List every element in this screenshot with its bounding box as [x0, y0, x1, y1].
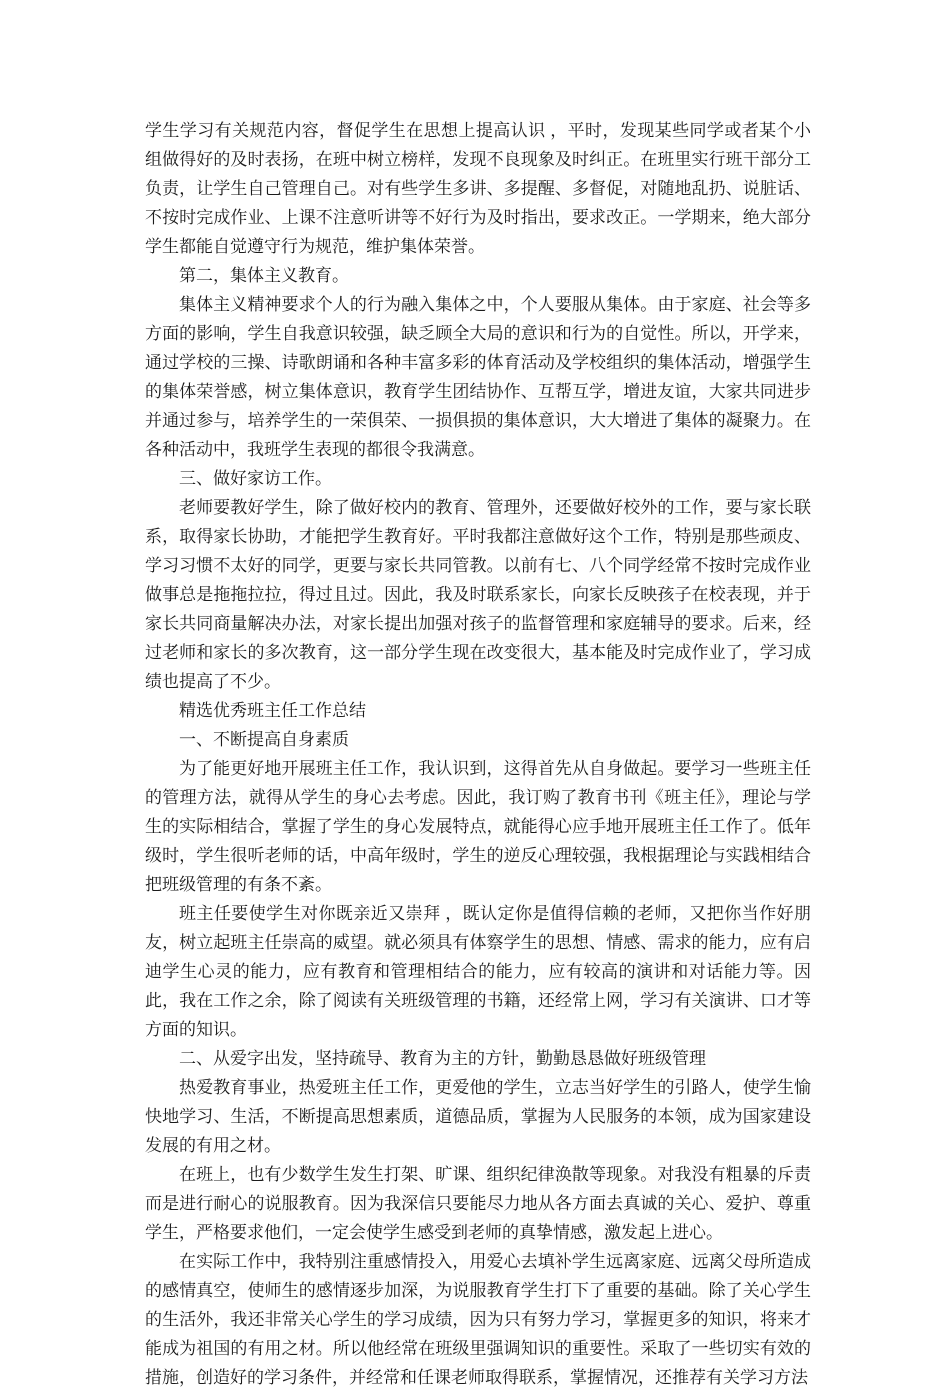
paragraph: 热爱教育事业，热爱班主任工作，更爱他的学生，立志当好学生的引路人，使学生愉快地学习、生活，不断提高思想素质，道德品质，掌握为人民服务的本领，成为国家建设发展的有用之材。: [145, 1078, 811, 1155]
paragraph: 二、从爱字出发，坚持疏导、教育为主的方针，勤勤恳恳做好班级管理: [179, 1049, 706, 1068]
paragraph: 老师要教好学生，除了做好校内的教育、管理外，还要做好校外的工作，要与家长联系，取得家长协助，才能把学生教育好。平时我都注意做好这个工作，特别是那些顽皮、学习习惯不太好的同学，更要与家长共同管教。以前有七、八个同学经常不按时完成作业做事总是拖拖拉拉，得过且过。因此，我及时联系家长，向家长反映孩子在校表现，并于家长共同商量解决办法，对家长提出加强对孩子的监督管理和家庭辅导的要求。后来，经过老师和家长的多次教育，这一部分学生现在改变很大，基本能及时完成作业了，学习成绩也提高了不少。: [145, 498, 811, 691]
paragraph: 精选优秀班主任工作总结: [179, 701, 366, 720]
paragraph: 班主任要使学生对你既亲近又崇拜 ，既认定你是值得信赖的老师，又把你当作好朋友，树立起班主任崇高的威望。就必须具有体察学生的思想、情感、需求的能力，应有启迪学生心灵的能力，应有教育和管理相结合的能力，应有较高的演讲和对话能力等。因此，我在工作之余，除了阅读有关班级管理的书籍，还经常上网，学习有关演讲、口才等方面的知识。: [145, 904, 811, 1039]
paragraph: 三、做好家访工作。: [179, 469, 332, 488]
paragraph: 第二，集体主义教育。: [179, 266, 349, 285]
paragraph: 一、不断提高自身素质: [179, 730, 349, 749]
document-text-block: [145, 116, 811, 1392]
paragraph: 在实际工作中，我特别注重感情投入，用爱心去填补学生远离家庭、远离父母所造成的感情真空，使师生的感情逐步加深，为说服教育学生打下了重要的基础。除了关心学生的生活外，我还非常关心学生的学习成绩，因为只有努力学习，掌握更多的知识，将来才能成为祖国的有用之材。所以他经常在班级里强调知识的重要性。采取了一些切实有效的措施，创造好的学习条件，并经常和任课老师取得联系，掌握情况，还推荐有关学习方法: [145, 1252, 811, 1387]
paragraph: 学生学习有关规范内容，督促学生在思想上提高认识 ，平时，发现某些同学或者某个小组做得好的及时表扬，在班中树立榜样，发现不良现象及时纠正。在班里实行班干部分工负责，让学生自己管理自己。对有些学生多讲、多提醒、多督促，对随地乱扔、说脏话、不按时完成作业、上课不注意听讲等不好行为及时指出，要求改正。一学期来，绝大部分学生都能自觉遵守行为规范，维护集体荣誉。: [145, 121, 811, 256]
paragraph: 为了能更好地开展班主任工作，我认识到，这得首先从自身做起。要学习一些班主任的管理方法，就得从学生的身心去考虑。因此，我订购了教育书刊《班主任》，理论与学生的实际相结合，掌握了学生的身心发展特点，就能得心应手地开展班主任工作了。低年级时，学生很听老师的话，中高年级时，学生的逆反心理较强，我根据理论与实践相结合把班级管理的有条不紊。: [145, 759, 811, 894]
paragraph: 在班上，也有少数学生发生打架、旷课、组织纪律涣散等现象。对我没有粗暴的斥责而是进行耐心的说服教育。因为我深信只要能尽力地从各方面去真诚的关心、爱护、尊重学生，严格要求他们，一定会使学生感受到老师的真挚情感，激发起上进心。: [145, 1165, 811, 1242]
paragraph: 集体主义精神要求个人的行为融入集体之中，个人要服从集体。由于家庭、社会等多方面的影响，学生自我意识较强，缺乏顾全大局的意识和行为的自觉性。所以，开学来，通过学校的三操、诗歌朗诵和各种丰富多彩的体育活动及学校组织的集体活动，增强学生的集体荣誉感，树立集体意识，教育学生团结协作、互帮互学，增进友谊，大家共同进步并通过参与，培养学生的一荣俱荣、一损俱损的集体意识，大大增进了集体的凝聚力。在各种活动中，我班学生表现的都很令我满意。: [145, 295, 811, 459]
